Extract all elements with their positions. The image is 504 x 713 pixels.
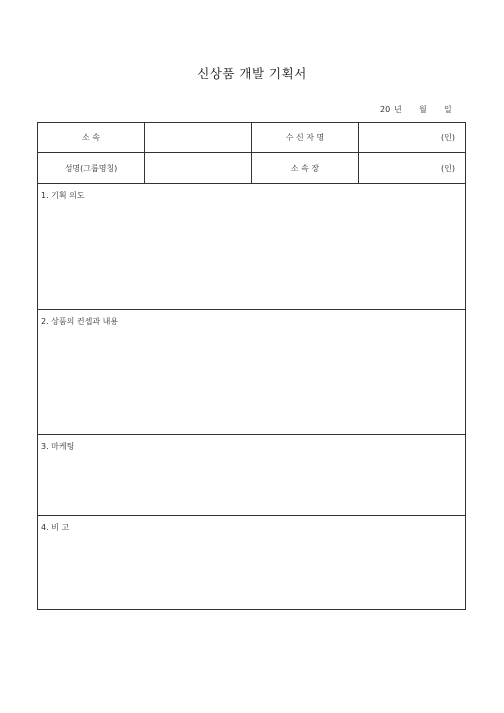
plan-form (37, 122, 466, 610)
section-label-planning-intent: 1. 기획 의도 (41, 191, 85, 200)
section-marketing[interactable] (38, 435, 465, 516)
date-month-label: 월 (419, 105, 427, 114)
field-department-head-seal[interactable]: (인) (441, 163, 455, 173)
label-affiliation: 소 속 (38, 123, 145, 152)
date-year-prefix: 20 (380, 105, 391, 114)
date-day-label: 일 (444, 105, 452, 114)
section-label-remarks: 4. 비 고 (41, 523, 70, 532)
section-label-marketing: 3. 마케팅 (41, 442, 75, 451)
field-recipient-seal[interactable]: (인) (441, 133, 455, 142)
section-label-product-concept: 2. 상품의 컨셉과 내용 (41, 317, 119, 326)
document-title: 신상품 개발 기획서 (197, 66, 307, 81)
label-department-head: 소 속 장 (252, 153, 359, 183)
date-line (380, 104, 452, 115)
section-planning-intent[interactable] (38, 184, 465, 310)
date-year-label: 년 (394, 105, 402, 114)
header-row-name (38, 153, 465, 184)
header-row-affiliation (38, 123, 465, 153)
label-name-group: 성명(그룹명칭) (38, 153, 145, 183)
field-affiliation[interactable] (145, 123, 252, 152)
section-remarks[interactable] (38, 516, 465, 609)
label-recipient-name: 수 신 자 명 (252, 123, 359, 152)
section-product-concept[interactable] (38, 310, 465, 435)
field-name-group[interactable] (145, 153, 252, 183)
